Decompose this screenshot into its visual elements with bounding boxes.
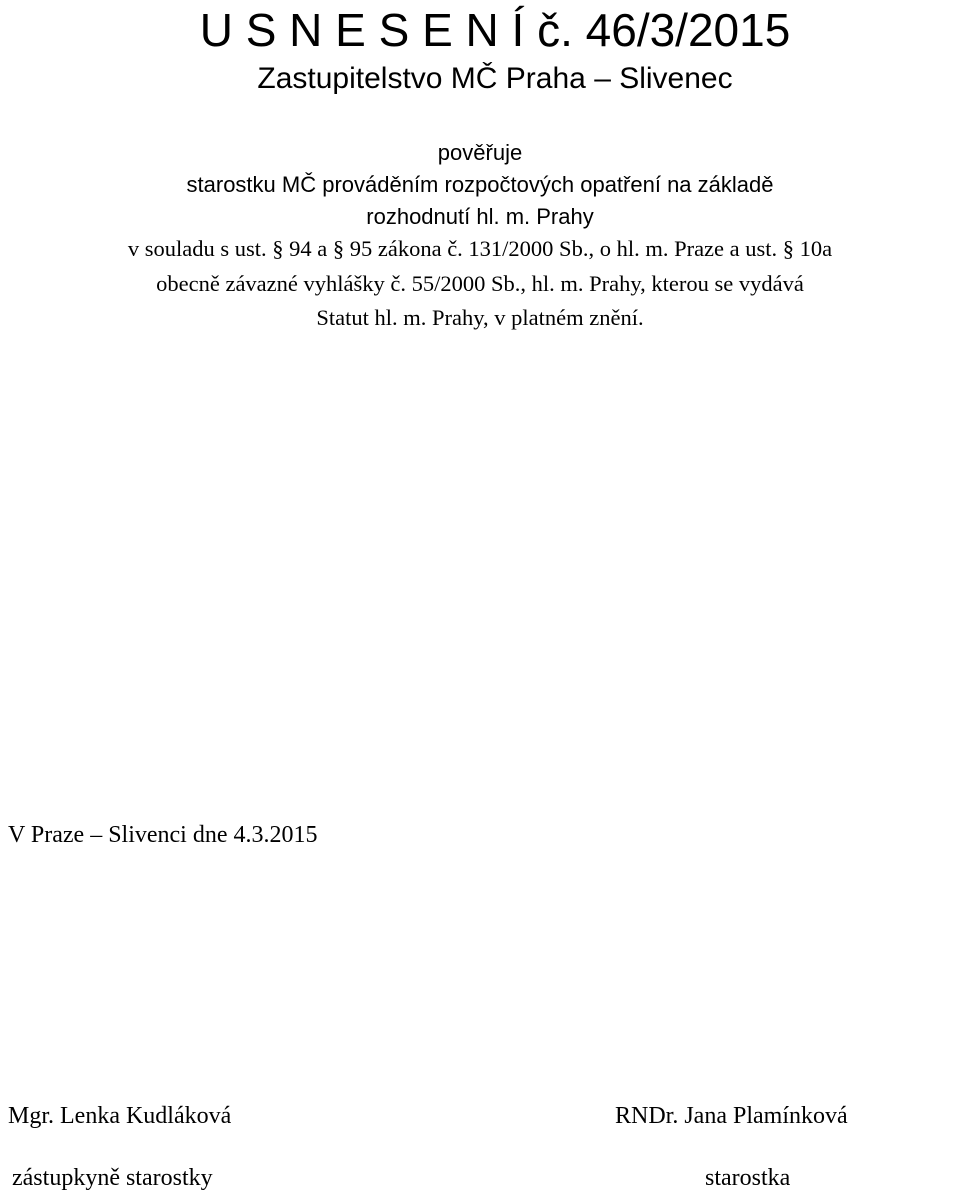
resolution-text-line-3: v souladu s ust. § 94 a § 95 zákona č. 131/2000 Sb., o hl. m. Praze a ust. § 10a bbox=[127, 236, 833, 261]
resolution-verb: pověřuje bbox=[437, 140, 523, 165]
signatory-left-role: zástupkyně starostky bbox=[12, 1165, 213, 1191]
signatory-right-role: starostka bbox=[705, 1165, 791, 1191]
resolution-text-line-2: rozhodnutí hl. m. Prahy bbox=[366, 204, 594, 229]
place-and-date: V Praze – Slivenci dne 4.3.2015 bbox=[8, 822, 318, 848]
council-name: Zastupitelstvo MČ Praha – Slivenec bbox=[257, 62, 733, 95]
resolution-title: U S N E S E N Í č. 46/3/2015 bbox=[199, 4, 791, 56]
resolution-text-line-1: starostku MČ prováděním rozpočtových opatření na základě bbox=[186, 172, 774, 197]
resolution-text-line-4: obecně závazné vyhlášky č. 55/2000 Sb., hl. m. Prahy, kterou se vydává bbox=[156, 271, 804, 296]
signatory-right-name: RNDr. Jana Plamínková bbox=[615, 1103, 848, 1129]
resolution-text-line-5: Statut hl. m. Prahy, v platném znění. bbox=[316, 305, 644, 330]
signatory-left-name: Mgr. Lenka Kudláková bbox=[8, 1103, 232, 1129]
